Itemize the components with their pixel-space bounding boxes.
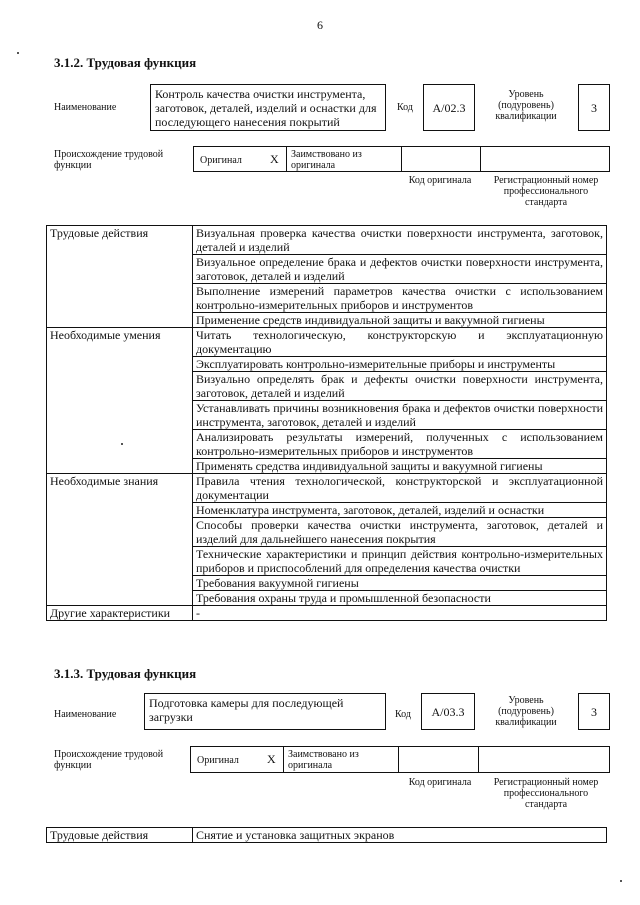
labor-function-table xyxy=(46,225,607,621)
code-original-label: Код оригинала xyxy=(408,175,472,186)
function-name-value: Контроль качества очистки инструмента, заготовок, деталей, изделий и оснастки для последующего нанесения покрытий xyxy=(155,87,377,129)
reg-number-label-2: Регистрационный номер профессионального стандарта xyxy=(493,777,599,810)
table-cell: Технические характеристики и принцип действия контрольно-измерительных приборов и приспособлений для определения качества очистки xyxy=(193,547,607,576)
original-mark: X xyxy=(270,152,279,166)
group-label: Трудовые действия xyxy=(47,226,193,328)
code-box xyxy=(423,84,475,131)
origin-label-2: Происхождение трудовой функции xyxy=(54,749,164,771)
table-cell: Номенклатура инструмента, заготовок, деталей, изделий и оснастки xyxy=(193,503,607,518)
table-cell: Визуально определять брак и дефекты очистки поверхности инструмента, заготовок, деталей и изделий xyxy=(193,372,607,401)
level-value-2: 3 xyxy=(591,705,597,719)
table-cell: Анализировать результаты измерений, полученных с использованием контрольно-измерительных приборов и инструментов xyxy=(193,430,607,459)
table-row xyxy=(47,606,607,621)
code-label: Код xyxy=(397,102,413,113)
table-cell: Эксплуатировать контрольно-измерительные приборы и инструменты xyxy=(193,357,607,372)
borrowed-label-2: Заимствовано из оригинала xyxy=(288,749,359,771)
table-cell: Применять средства индивидуальной защиты и вакуумной гигиены xyxy=(193,459,607,474)
level-value: 3 xyxy=(591,101,597,115)
section-heading-313: 3.1.3. Трудовая функция xyxy=(54,666,197,681)
scan-speck xyxy=(620,880,622,882)
table-cell: Визуальная проверка качества очистки поверхности инструмента, заготовок, деталей и изделий xyxy=(193,226,607,255)
table-cell: Снятие и установка защитных экранов xyxy=(193,828,607,843)
code-value: А/02.3 xyxy=(432,101,466,115)
table-cell: Требования охраны труда и промышленной безопасности xyxy=(193,591,607,606)
origin-label: Происхождение трудовой функции xyxy=(54,149,164,171)
group-label: Необходимые знания xyxy=(47,474,193,606)
original-label-2: Оригинал xyxy=(197,755,239,766)
labor-function-table-2 xyxy=(46,827,607,843)
group-label: Трудовые действия xyxy=(47,828,193,843)
table-row xyxy=(47,828,607,843)
table-cell: Требования вакуумной гигиены xyxy=(193,576,607,591)
table-cell: Читать технологическую, конструкторскую и эксплуатационную документацию xyxy=(193,328,607,357)
code-value-2: А/03.3 xyxy=(431,705,465,719)
scan-speck xyxy=(17,52,19,54)
table-cell: - xyxy=(193,606,607,621)
group-label: Другие характеристики xyxy=(47,606,193,621)
reg-number-label: Регистрационный номер профессионального стандарта xyxy=(493,175,599,208)
table-cell: Применение средств индивидуальной защиты и вакуумной гигиены xyxy=(193,313,607,328)
table-cell: Выполнение измерений параметров качества очистки с использованием контрольно-измерительных приборов и инструментов xyxy=(193,284,607,313)
name-label: Наименование xyxy=(54,102,117,113)
table-row xyxy=(47,226,607,255)
level-box xyxy=(578,84,610,131)
code-original-label-2: Код оригинала xyxy=(408,777,472,788)
function-name-box-2 xyxy=(144,693,386,730)
code-box-2 xyxy=(421,693,475,730)
code-label-2: Код xyxy=(395,709,411,720)
table-row xyxy=(47,328,607,357)
section-heading-312: 3.1.2. Трудовая функция xyxy=(54,55,197,70)
table-cell: Визуальное определение брака и дефектов очистки поверхности инструмента, заготовок, деталей и изделий xyxy=(193,255,607,284)
level-box-2 xyxy=(578,693,610,730)
table-row xyxy=(47,474,607,503)
table-cell: Правила чтения технологической, конструкторской и эксплуатационной документации xyxy=(193,474,607,503)
function-name-value-2: Подготовка камеры для последующей загрузки xyxy=(149,696,344,724)
group-label: Необходимые умения xyxy=(47,328,193,474)
level-label-2: Уровень (подуровень) квалификации xyxy=(495,695,557,728)
table-cell: Устанавливать причины возникновения брака и дефектов очистки поверхности инструмента, заготовок, деталей и изделий xyxy=(193,401,607,430)
table-cell: Способы проверки качества очистки инструмента, заготовок, деталей и изделий для дальнейшего нанесения покрытия xyxy=(193,518,607,547)
original-mark-2: X xyxy=(267,752,276,766)
scan-speck xyxy=(121,443,123,445)
page-number: 6 xyxy=(317,18,323,32)
origin-row xyxy=(193,146,610,172)
name-label-2: Наименование xyxy=(54,709,117,720)
original-label: Оригинал xyxy=(200,155,242,166)
function-name-box xyxy=(150,84,386,131)
origin-row-2 xyxy=(190,746,610,773)
borrowed-label: Заимствовано из оригинала xyxy=(291,149,362,171)
level-label: Уровень (подуровень) квалификации xyxy=(495,89,557,122)
